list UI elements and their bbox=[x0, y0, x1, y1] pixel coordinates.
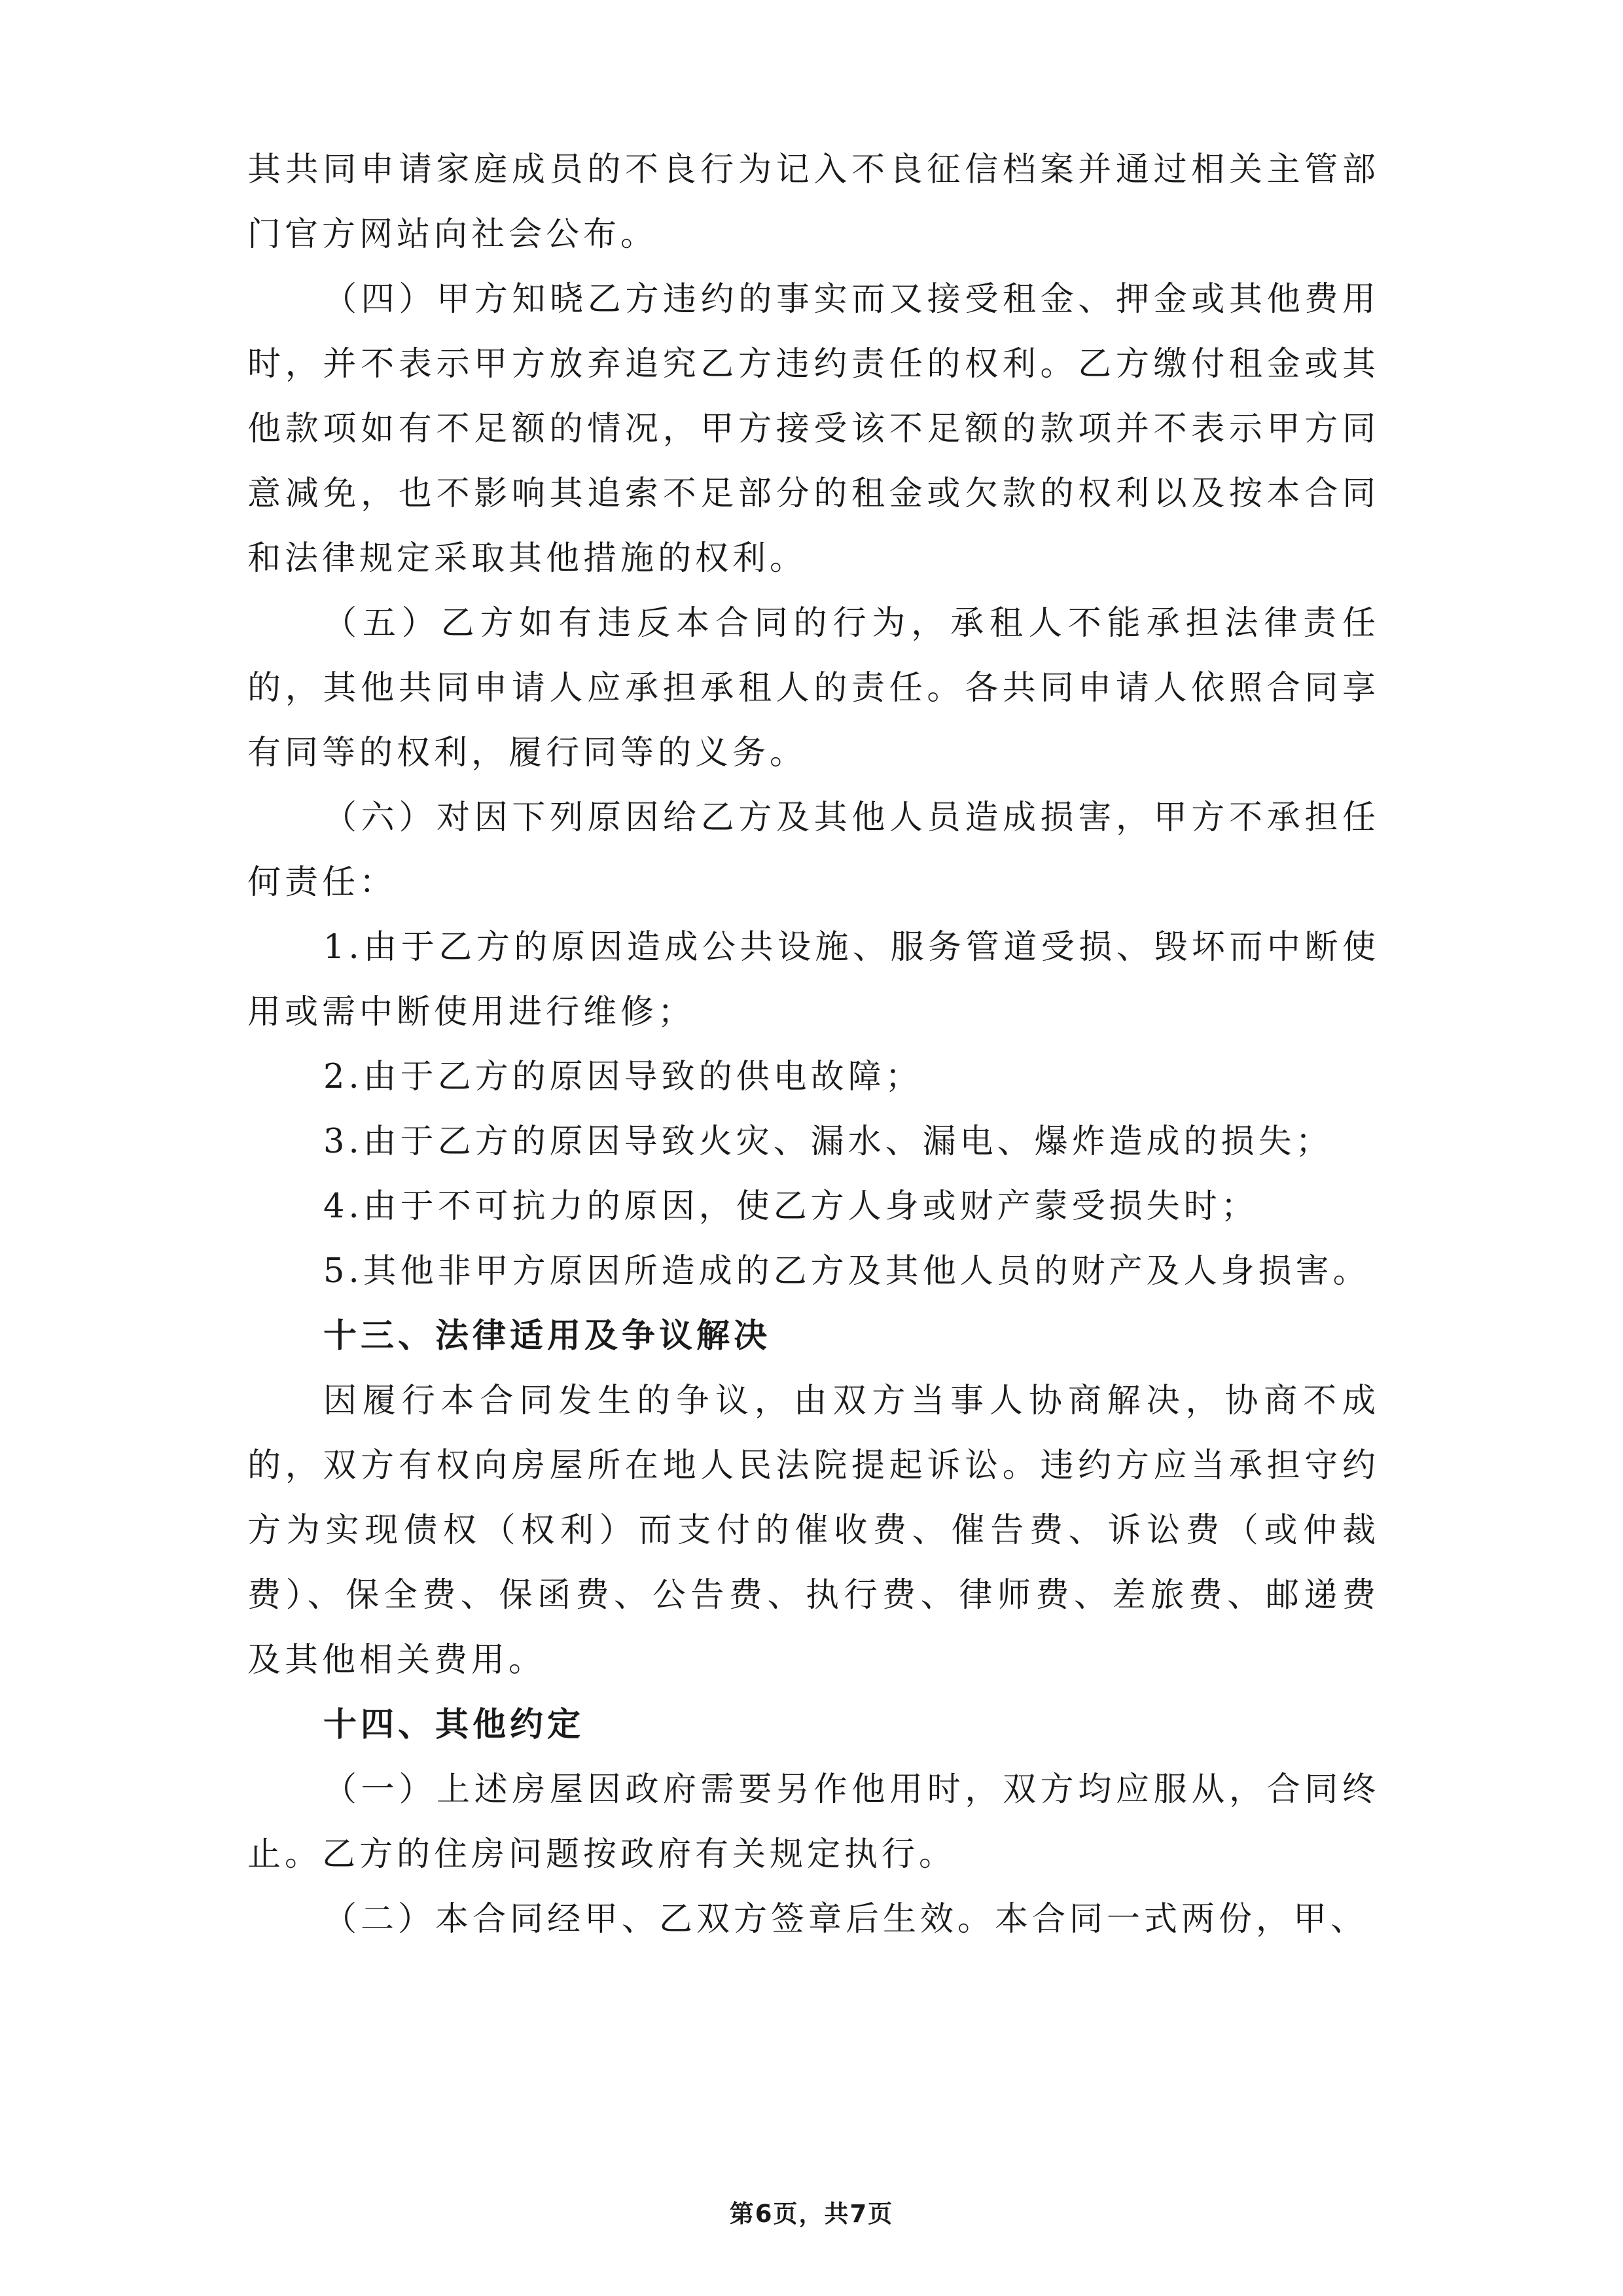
page-number-footer: 第6页，共7页 bbox=[729, 2200, 894, 2228]
paragraph-other-1: （一）上述房屋因政府需要另作他用时，双方均应服从，合同终止。乙方的住房问题按政府有关规定执行。 bbox=[247, 1770, 1380, 1874]
paragraph-clause-6: （六）对因下列原因给乙方及其他人员造成损害，甲方不承担任何责任： bbox=[247, 798, 1380, 902]
list-item-4: 4.由于不可抗力的原因，使乙方人身或财产蒙受损失时； bbox=[323, 1187, 1258, 1226]
paragraph-clause-4: （四）甲方知晓乙方违约的事实而又接受租金、押金或其他费用时，并不表示甲方放弃追究乙方违约责任的权利。乙方缴付租金或其他款项如有不足额的情况，甲方接受该不足额的款项并不表示甲方同意减免，也不影响其追索不足部分的租金或欠款的权利以及按本合同和法律规定采取其他措施的权利。 bbox=[247, 280, 1380, 578]
list-item-2: 2.由于乙方的原因导致的供电故障； bbox=[323, 1058, 923, 1096]
paragraph-1: 其共同申请家庭成员的不良行为记入不良征信档案并通过相关主管部门官方网站向社会公布。 bbox=[247, 151, 1380, 254]
list-item-1: 1.由于乙方的原因造成公共设施、服务管道受损、毁坏而中断使用或需中断使用进行维修； bbox=[247, 928, 1380, 1031]
paragraph-clause-5: （五）乙方如有违反本合同的行为，承租人不能承担法律责任的，其他共同申请人应承担承租人的责任。各共同申请人依照合同享有同等的权利，履行同等的义务。 bbox=[247, 604, 1380, 772]
paragraph-dispute-resolution: 因履行本合同发生的争议，由双方当事人协商解决，协商不成的，双方有权向房屋所在地人民法院提起诉讼。违约方应当承担守约方为实现债权（权利）而支付的催收费、催告费、诉讼费（或仲裁费）、保全费、保函费、公告费、执行费、律师费、差旅费、邮递费及其他相关费用。 bbox=[247, 1382, 1380, 1679]
section-heading-14: 十四、其他约定 bbox=[323, 1706, 585, 1744]
list-item-3: 3.由于乙方的原因导致火灾、漏水、漏电、爆炸造成的损失； bbox=[323, 1122, 1333, 1161]
list-item-5: 5.其他非甲方原因所造成的乙方及其他人员的财产及人身损害。 bbox=[323, 1252, 1370, 1291]
paragraph-other-2: （二）本合同经甲、乙双方签章后生效。本合同一式两份，甲、 bbox=[323, 1900, 1368, 1939]
document-body bbox=[247, 137, 1380, 1952]
section-heading-13: 十三、法律适用及争议解决 bbox=[323, 1317, 772, 1355]
